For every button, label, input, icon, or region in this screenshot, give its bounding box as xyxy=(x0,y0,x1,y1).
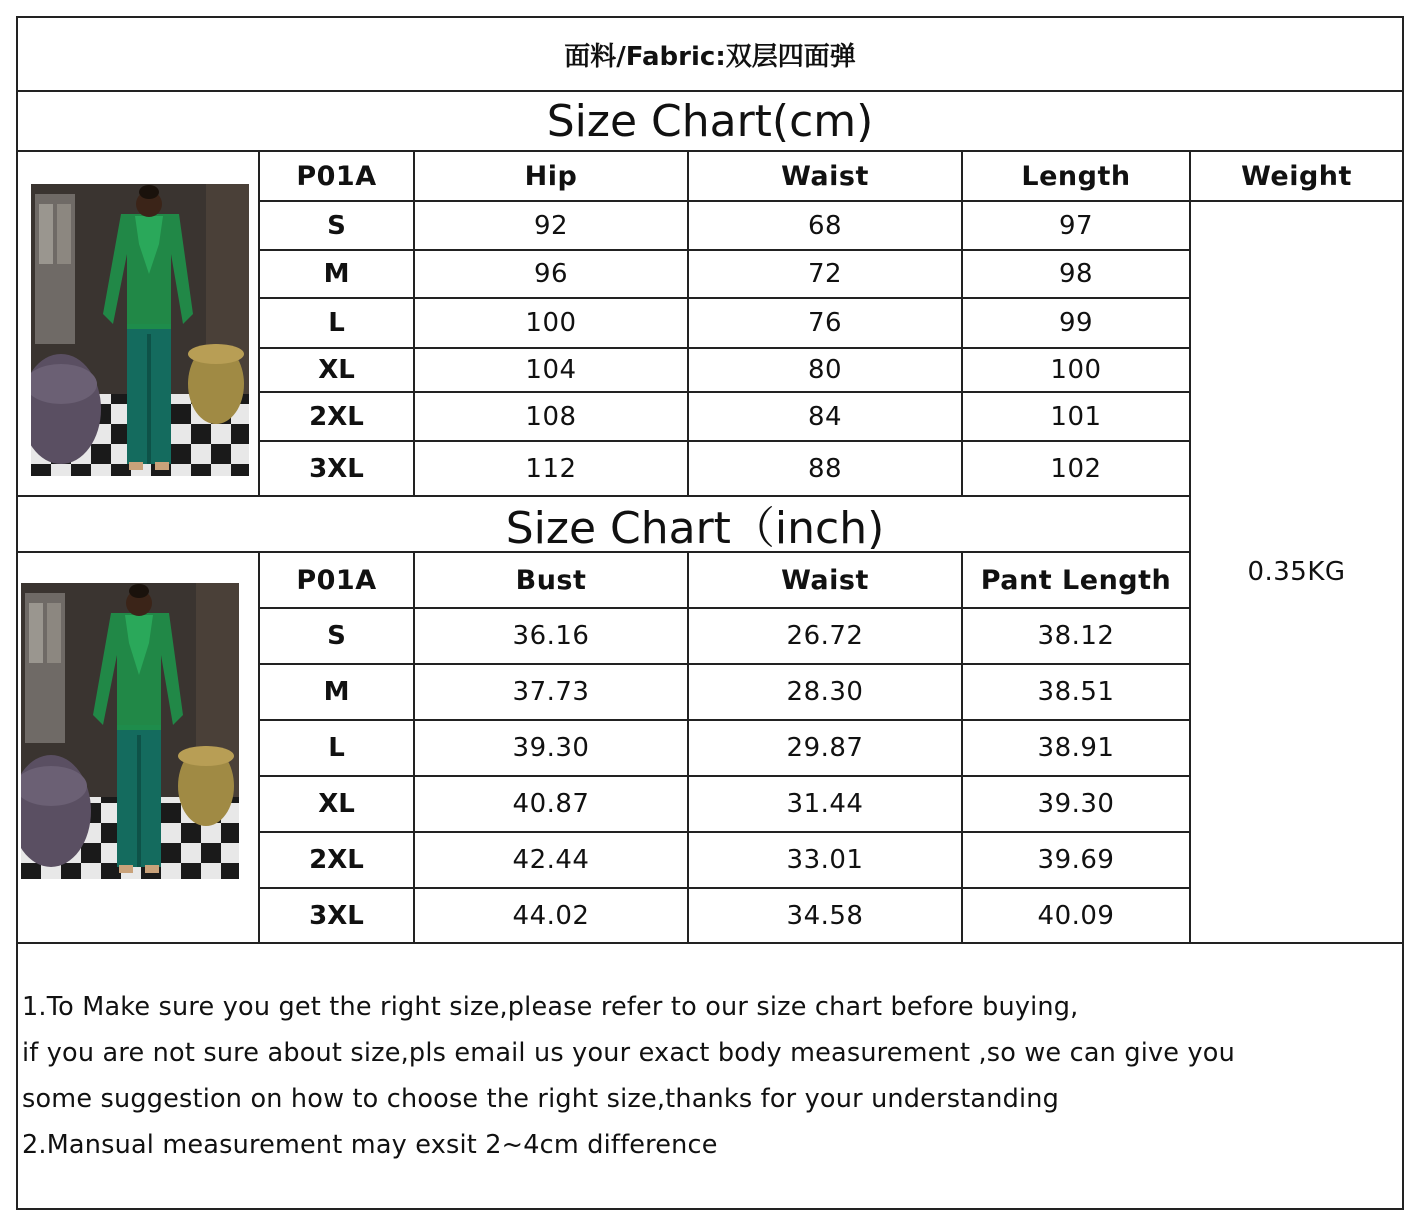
cm-header-hip: Hip xyxy=(524,160,578,192)
inch-bust: 39.30 xyxy=(512,733,590,763)
size-notes xyxy=(22,984,1392,1168)
inch-waist: 28.30 xyxy=(786,677,864,707)
cm-waist: 68 xyxy=(807,210,843,241)
cm-hip: 104 xyxy=(525,355,577,385)
cm-size: 2XL xyxy=(309,401,364,432)
weight-value: 0.35KG xyxy=(1247,557,1346,587)
inch-chart-title: Size Chart（inch) xyxy=(505,503,885,554)
cm-size: L xyxy=(328,308,345,338)
cm-length: 97 xyxy=(1058,210,1094,241)
inch-bust: 36.16 xyxy=(512,621,590,651)
cm-hip: 112 xyxy=(525,453,577,484)
inch-waist: 29.87 xyxy=(786,733,864,763)
inch-size: 2XL xyxy=(309,845,364,875)
inch-pant-length: 39.69 xyxy=(1037,845,1115,875)
cm-header-weight: Weight xyxy=(1241,160,1352,192)
cm-size: XL xyxy=(318,355,355,385)
cm-hip: 96 xyxy=(533,259,569,289)
inch-waist: 26.72 xyxy=(786,621,864,651)
inch-size: 3XL xyxy=(309,900,364,931)
cm-length: 102 xyxy=(1050,453,1102,484)
cm-hip: 100 xyxy=(525,308,577,338)
cm-length: 100 xyxy=(1050,355,1102,385)
note-line: 1.To Make sure you get the right size,please refer to our size chart before buying, xyxy=(22,992,1079,1022)
inch-size: XL xyxy=(318,789,355,819)
cm-length: 99 xyxy=(1058,308,1094,338)
inch-waist: 34.58 xyxy=(786,900,864,931)
cm-size: M xyxy=(323,259,350,289)
inch-pant-length: 40.09 xyxy=(1037,900,1115,931)
cm-size: S xyxy=(327,210,346,241)
inch-pant-length: 38.51 xyxy=(1037,677,1115,707)
inch-header-style: P01A xyxy=(296,564,377,596)
cm-waist: 88 xyxy=(807,453,843,484)
cm-header-style: P01A xyxy=(296,160,377,192)
inch-header-bust: Bust xyxy=(515,564,587,596)
inch-size: L xyxy=(328,733,345,763)
cm-hip: 92 xyxy=(533,210,569,241)
cm-waist: 80 xyxy=(807,355,843,385)
product-photo xyxy=(21,583,239,879)
inch-bust: 44.02 xyxy=(512,900,590,931)
inch-waist: 33.01 xyxy=(786,845,864,875)
inch-pant-length: 38.12 xyxy=(1037,621,1115,651)
note-line: some suggestion on how to choose the right size,thanks for your understanding xyxy=(22,1084,1060,1114)
cm-hip: 108 xyxy=(525,401,577,432)
cm-waist: 72 xyxy=(807,259,843,289)
fabric-label: 面料/Fabric:双层四面弹 xyxy=(564,41,856,72)
inch-pant-length: 39.30 xyxy=(1037,789,1115,819)
inch-bust: 37.73 xyxy=(512,677,590,707)
inch-bust: 42.44 xyxy=(512,845,590,875)
inch-size: M xyxy=(323,677,350,707)
cm-length: 98 xyxy=(1058,259,1094,289)
note-line: 2.Mansual measurement may exsit 2~4cm difference xyxy=(22,1130,718,1160)
cm-header-waist: Waist xyxy=(781,160,869,192)
cm-header-length: Length xyxy=(1021,160,1131,192)
cm-length: 101 xyxy=(1050,401,1102,432)
inch-waist: 31.44 xyxy=(786,789,864,819)
cm-chart-title: Size Chart(cm) xyxy=(546,95,874,147)
divider xyxy=(16,942,1404,944)
inch-bust: 40.87 xyxy=(512,789,590,819)
cm-waist: 84 xyxy=(807,401,843,432)
cm-size: 3XL xyxy=(309,453,364,484)
inch-size: S xyxy=(327,621,346,651)
inch-header-pant-length: Pant Length xyxy=(980,564,1172,596)
product-photo xyxy=(31,184,249,476)
cm-waist: 76 xyxy=(807,308,843,338)
inch-pant-length: 38.91 xyxy=(1037,733,1115,763)
inch-header-waist: Waist xyxy=(781,564,869,596)
note-line: if you are not sure about size,pls email us your exact body measurement ,so we can give you xyxy=(22,1038,1235,1068)
